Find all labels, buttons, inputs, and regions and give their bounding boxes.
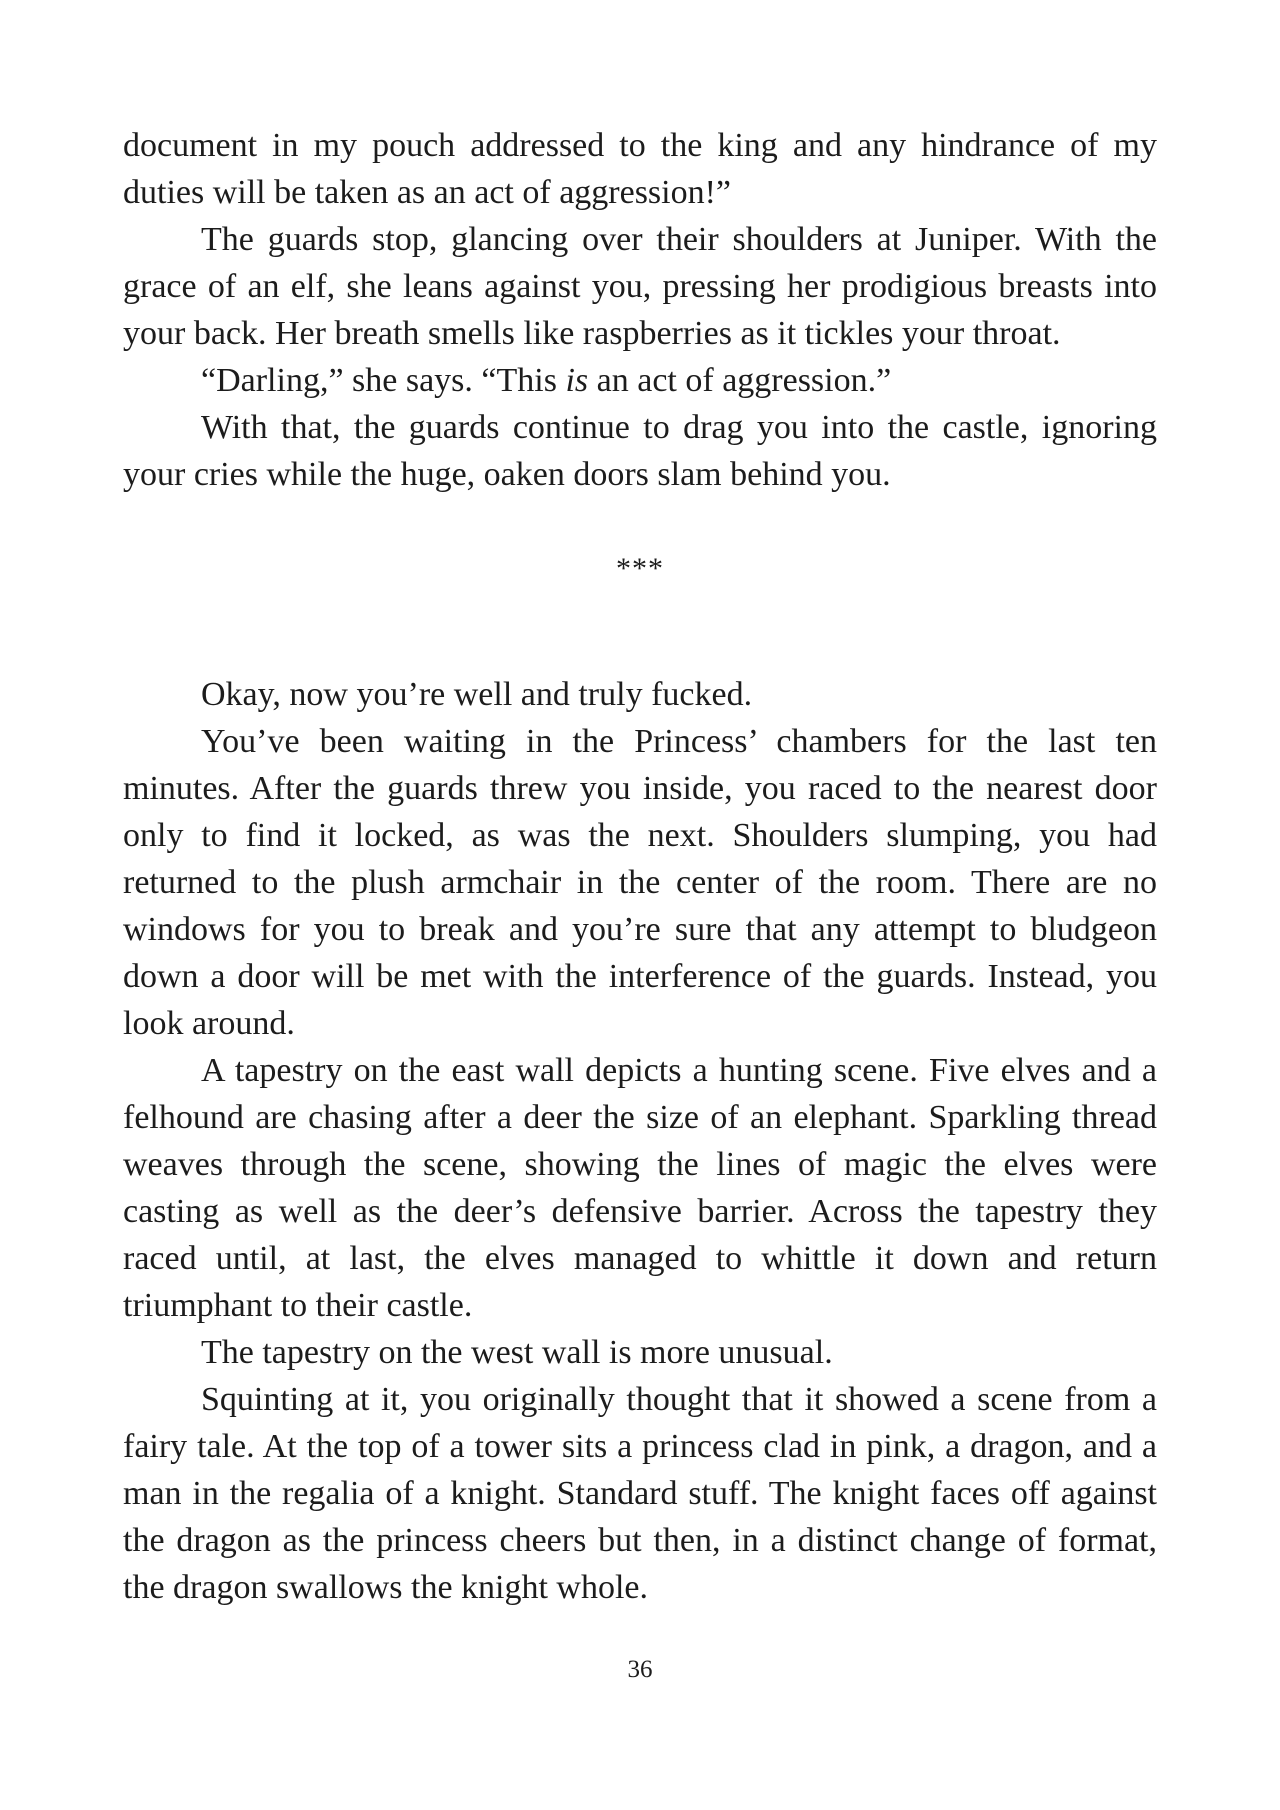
paragraph-text: With that, the guards continue to drag you into the castle, ignoring your cries while the huge, oaken doors slam behind you.: [123, 409, 1157, 493]
body-text: [123, 122, 1157, 1611]
paragraph-text: You’ve been waiting in the Princess’ chambers for the last ten minutes. After the guards threw you inside, you raced to the nearest door only to find it locked, as was the next. Shoulders slumping, you had returned to the plush armchair in the center of the room. There are no windows for you to break and you’re sure that any attempt to bludgeon down a door will be met with the interference of the guards. Instead, you look around.: [123, 723, 1157, 1042]
paragraph-text: document in my pouch addressed to the king and any hindrance of my duties will be taken as an act of aggression!”: [123, 127, 1157, 211]
paragraph-text: Squinting at it, you originally thought that it showed a scene from a fairy tale. At the top of a tower sits a princess clad in pink, a dragon, and a man in the regalia of a knight. Standard stuff. The knight faces off against the dragon as the princess cheers but then, in a distinct change of format, the dragon swallows the knight whole.: [123, 1381, 1157, 1606]
paragraph: [123, 1329, 1157, 1376]
paragraph-text: A tapestry on the east wall depicts a hunting scene. Five elves and a felhound are chasing after a deer the size of an elephant. Sparkling thread weaves through the scene, showing the lines of magic the elves were casting as well as the deer’s defensive barrier. Across the tapestry they raced until, at last, the elves managed to whittle it down and return triumphant to their castle.: [123, 1052, 1157, 1324]
paragraph: [123, 404, 1157, 498]
paragraph-text: Okay, now you’re well and truly fucked.: [201, 676, 753, 713]
paragraph: [123, 216, 1157, 357]
paragraph: [123, 122, 1157, 216]
paragraph: [123, 1047, 1157, 1329]
paragraph-text: an act of aggression.”: [588, 362, 892, 399]
paragraph-text: “Darling,” she says. “This: [201, 362, 566, 399]
page-number: 36: [627, 1656, 653, 1683]
section-break: ***: [616, 552, 664, 585]
emphasis-text: is: [565, 362, 589, 399]
paragraph: [123, 718, 1157, 1047]
paragraph-text: The guards stop, glancing over their shoulders at Juniper. With the grace of an elf, she leans against you, pressing her prodigious breasts into your back. Her breath smells like raspberries as it tickles your throat.: [123, 221, 1157, 352]
paragraph-text: The tapestry on the west wall is more unusual.: [201, 1334, 833, 1371]
paragraph: [123, 671, 1157, 718]
paragraphs-before-break: [123, 122, 1157, 498]
paragraph: [123, 1376, 1157, 1611]
paragraph: [123, 357, 1157, 404]
paragraphs-after-break: [123, 671, 1157, 1611]
